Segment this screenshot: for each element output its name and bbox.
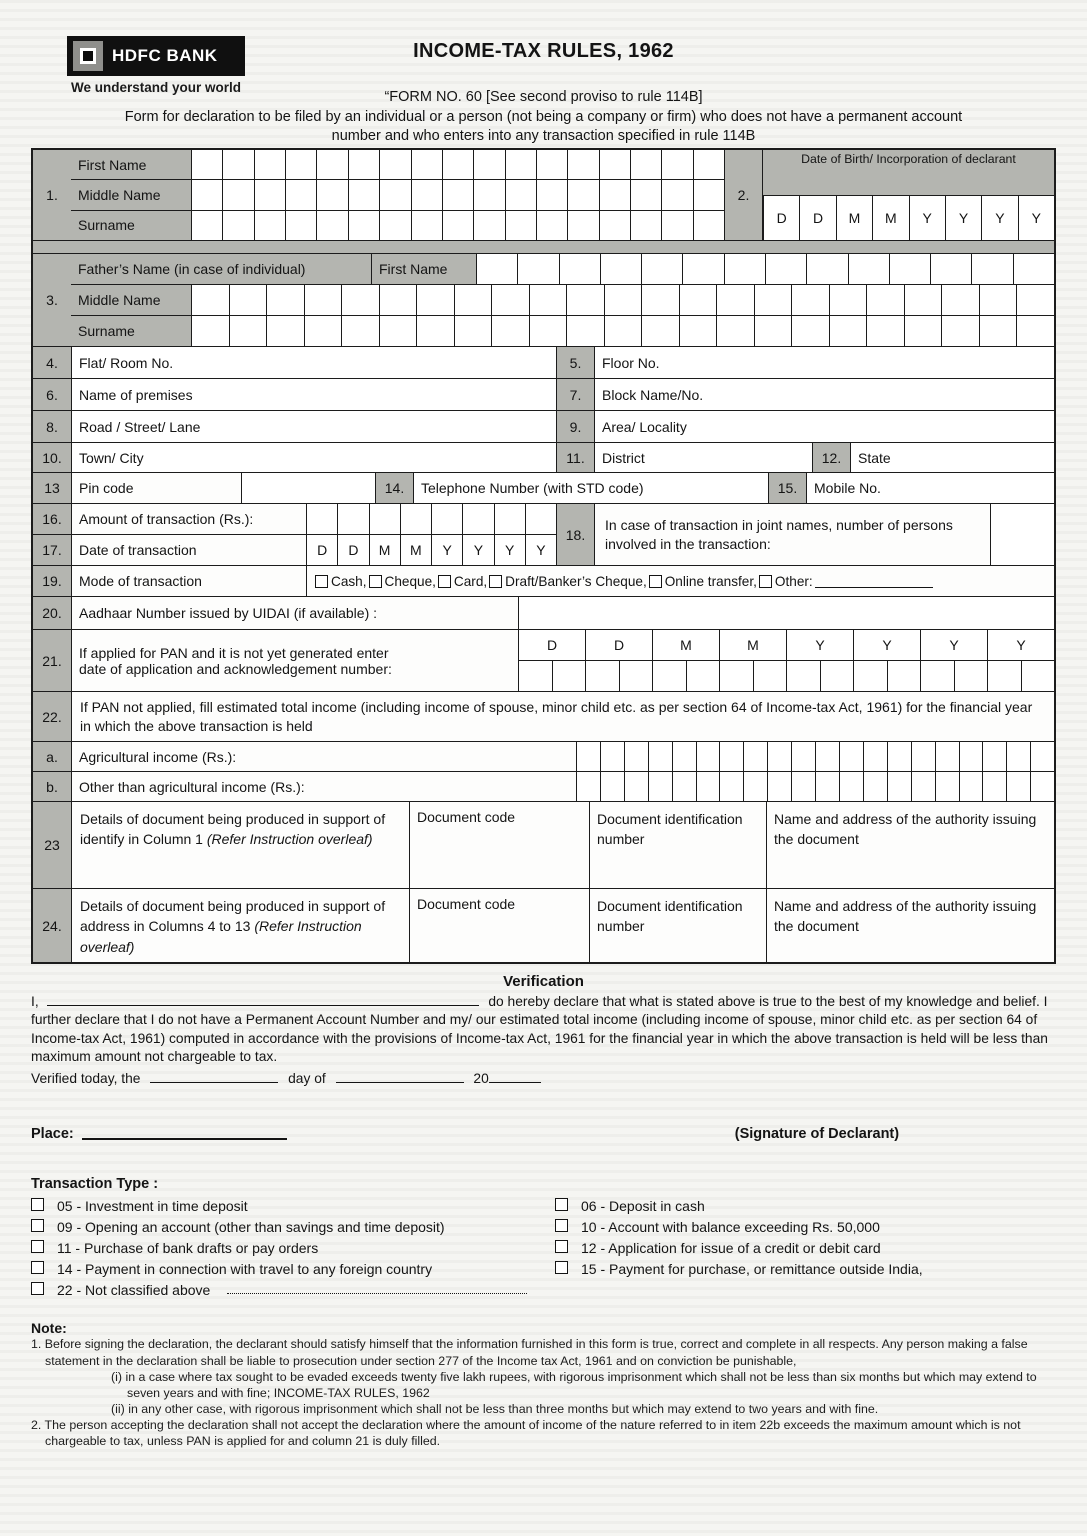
mobile-label: Mobile No. <box>814 480 881 496</box>
row-23-number: 23 <box>33 802 71 888</box>
verified-year-blank[interactable] <box>489 1069 541 1083</box>
identity-document-details-cell[interactable] <box>71 802 409 888</box>
verified-today-line <box>31 1069 1056 1086</box>
father-first-name-boxes[interactable] <box>476 254 1054 284</box>
state-input-cell[interactable] <box>850 443 1054 472</box>
other-mode-blank[interactable] <box>815 574 933 588</box>
tx-15-label: 15 - Payment for purchase, or remittance outside India, <box>581 1261 923 1278</box>
block-name-input-cell[interactable] <box>594 379 1054 410</box>
area-locality-label: Area/ Locality <box>602 418 687 435</box>
option-card-label: Card, <box>453 573 488 589</box>
checkbox-card[interactable] <box>438 575 451 588</box>
joint-names-count-box[interactable] <box>990 504 1054 565</box>
checkbox-tx-11[interactable] <box>31 1240 44 1253</box>
flat-room-input-cell[interactable] <box>71 347 556 378</box>
pin-code-label: Pin code <box>71 473 241 503</box>
date-transaction-ddmmyyyy-boxes[interactable]: D D M M Y Y Y Y <box>306 535 556 565</box>
bank-tagline: We understand your world <box>71 80 242 95</box>
option-cheque-label: Cheque, <box>384 573 436 589</box>
row-6-number: 6. <box>33 379 71 410</box>
other-income-label: Other than agricultural income (Rs.): <box>71 772 576 801</box>
checkbox-tx-22[interactable] <box>31 1282 44 1295</box>
note-item-2: 2. The person accepting the declaration shall not accept the declaration where the amount of income of the nature referred to in item 22b exceeds the maximum amount which is not chargeable to tax, unless PAN is applied for and column 21 is duly filled. <box>31 1418 1021 1449</box>
identity-refer-instruction-label: (Refer Instruction overleaf) <box>206 831 373 848</box>
row-13-number: 13 <box>33 473 71 503</box>
note-item-1: 1. Before signing the declaration, the declarant should satisfy himself that the information furnished in this form is true, correct and complete in all respects. Any person making a false statement in the declaration shall be liable to prosecution under section 277 of the Income tax Act, 1961 and on conviction be punishable, <box>31 1337 1028 1368</box>
address-document-label: Details of document being produced in support of address in Columns 4 to 13 <box>80 898 386 935</box>
row-20-number: 20. <box>33 597 71 629</box>
area-locality-input-cell[interactable] <box>594 411 1054 442</box>
row-2-number: 2. <box>724 150 762 240</box>
identity-authority-header: Name and address of the authority issuing the document <box>766 802 1054 888</box>
estimated-income-label: If PAN not applied, fill estimated total income (including income of spouse, minor child etc. as per section 64 of Income-tax Act, 1961) for the financial year in which the above transaction is held <box>71 692 1054 741</box>
agricultural-income-boxes[interactable] <box>576 742 1054 771</box>
row-22-number: 22. <box>33 692 71 741</box>
amount-transaction-boxes[interactable] <box>306 504 556 534</box>
town-city-label: Town/ City <box>79 449 144 466</box>
verification-text: do hereby declare that what is stated above is true to the best of my knowledge and belief. I further declare that I do not have a Permanent Account Number and my/ our estimated total income (including income of spouse, minor child etc. as per section 64 of Income-tax Act, 1961) computed in accordance with the provisions of Income-tax Act, 1961 for the financial year in which the above transaction is held will be less than maximum amount not chargeable to tax. <box>31 994 1048 1065</box>
row-10-number: 10. <box>33 443 71 472</box>
tx-14-label: 14 - Payment in connection with travel to any foreign country <box>57 1261 433 1278</box>
note-title: Note: <box>31 1320 67 1337</box>
row-3-number: 3. <box>33 254 71 346</box>
pan-applied-label-line1: If applied for PAN and it is not yet generated enter <box>79 644 389 661</box>
agricultural-income-label: Agricultural income (Rs.): <box>71 742 576 771</box>
tx-22-fill-line[interactable] <box>227 1282 527 1294</box>
tx-11-label: 11 - Purchase of bank drafts or pay orders <box>57 1240 319 1257</box>
checkbox-tx-09[interactable] <box>31 1219 44 1232</box>
place-label: Place: <box>31 1126 74 1143</box>
option-cash-label: Cash, <box>331 573 367 589</box>
flat-room-label: Flat/ Room No. <box>79 354 174 371</box>
row-19-number: 19. <box>33 566 71 596</box>
tx-05-label: 05 - Investment in time deposit <box>57 1198 248 1215</box>
tx-22-label: 22 - Not classified above <box>57 1282 211 1299</box>
middle-name-label: Middle Name <box>71 180 191 209</box>
pan-applied-label-line2: date of application and acknowledgement number: <box>79 660 392 677</box>
checkbox-tx-14[interactable] <box>31 1261 44 1274</box>
form-description-line1: Form for declaration to be filed by an individual or a person (not being a company or firm) who does not have a permanent account <box>124 109 963 125</box>
mode-transaction-label: Mode of transaction <box>71 566 306 596</box>
row-7-number: 7. <box>556 379 594 410</box>
block-name-label: Block Name/No. <box>602 386 704 403</box>
father-middle-name-label: Middle Name <box>71 285 191 315</box>
telephone-input-cell[interactable] <box>413 473 768 503</box>
dob-header: Date of Birth/ Incorporation of declarant <box>801 152 1016 166</box>
row-17-number: 17. <box>33 535 71 565</box>
checkbox-other[interactable] <box>759 575 772 588</box>
page-title: INCOME-TAX RULES, 1962 <box>413 40 674 62</box>
declarant-name-blank[interactable] <box>47 992 479 1006</box>
premises-label: Name of premises <box>79 386 193 403</box>
section-separator <box>33 240 1054 253</box>
checkbox-tx-05[interactable] <box>31 1198 44 1211</box>
row-11-number: 11. <box>556 443 594 472</box>
signature-declarant-label: (Signature of Declarant) <box>734 1126 900 1143</box>
address-refer-instruction-label: (Refer Instruction overleaf) <box>80 918 362 955</box>
address-document-code-header: Document code <box>409 889 589 962</box>
other-income-boxes[interactable] <box>576 772 1054 801</box>
identity-document-label: Details of document being produced in support of identify in Column 1 <box>80 811 386 848</box>
state-label: State <box>858 449 891 466</box>
date-transaction-label: Date of transaction <box>71 535 306 565</box>
verified-label-3: 20 <box>473 1071 489 1087</box>
transaction-type-list <box>31 1198 1056 1298</box>
checkbox-tx-15[interactable] <box>555 1261 568 1274</box>
option-online-label: Online transfer, <box>664 573 757 589</box>
telephone-label: Telephone Number (with STD code) <box>421 480 644 496</box>
verification-prefix: I, <box>31 994 39 1009</box>
pan-acknowledgement-boxes[interactable] <box>518 661 1054 691</box>
verification-body <box>31 992 1056 1066</box>
page-header <box>31 22 1056 148</box>
floor-no-label: Floor No. <box>602 354 660 371</box>
father-surname-label: Surname <box>71 316 191 346</box>
address-authority-header: Name and address of the authority issuing the document <box>766 889 1054 962</box>
checkbox-tx-12[interactable] <box>555 1240 568 1253</box>
bank-name: HDFC BANK <box>112 46 218 65</box>
checkbox-cash[interactable] <box>315 575 328 588</box>
address-document-details-cell[interactable] <box>71 889 409 962</box>
father-first-name-label: First Name <box>371 254 476 284</box>
row-16-number: 16. <box>33 504 71 534</box>
fathers-name-label: Father’s Name (in case of individual) <box>71 254 371 284</box>
pan-date-ddmmyyyy-boxes[interactable]: D D M M Y Y Y Y <box>518 630 1054 660</box>
tx-06-label: 06 - Deposit in cash <box>581 1198 705 1215</box>
row-24-number: 24. <box>33 889 71 962</box>
option-other-label: Other: <box>774 573 813 589</box>
mobile-input-cell[interactable] <box>806 473 1054 503</box>
checkbox-tx-06[interactable] <box>555 1198 568 1211</box>
amount-transaction-label: Amount of transaction (Rs.): <box>71 504 306 534</box>
row-12-number: 12. <box>812 443 850 472</box>
middle-name-boxes[interactable] <box>191 180 724 209</box>
row-b-number: b. <box>33 772 71 801</box>
option-draft-label: Draft/Banker’s Cheque, <box>505 573 647 589</box>
tx-09-label: 09 - Opening an account (other than savings and time deposit) <box>57 1219 445 1236</box>
note-item-1-i: (i) in a case where tax sought to be evaded exceeds twenty five lakh rupees, with rigorous imprisonment which shall not be less than six months but which may extend to seven years and with fine; INCOME-TAX RULES, 1962 <box>111 1369 1037 1400</box>
checkbox-tx-10[interactable] <box>555 1219 568 1232</box>
verified-label-1: Verified today, the <box>31 1071 141 1087</box>
road-street-label: Road / Street/ Lane <box>79 418 201 435</box>
row-15-number: 15. <box>768 473 806 503</box>
row-5-number: 5. <box>556 347 594 378</box>
first-name-label: First Name <box>71 150 191 179</box>
form-description-line2: number and who enters into any transaction specified in rule 114B <box>331 128 756 144</box>
district-input-cell[interactable] <box>594 443 812 472</box>
joint-names-label: In case of transaction in joint names, number of persons involved in the transaction: <box>594 504 990 565</box>
row-4-number: 4. <box>33 347 71 378</box>
aadhaar-label: Aadhaar Number issued by UIDAI (if available) : <box>71 597 518 629</box>
road-street-input-cell[interactable] <box>71 411 556 442</box>
surname-label: Surname <box>71 211 191 240</box>
row-8-number: 8. <box>33 411 71 442</box>
tx-10-label: 10 - Account with balance exceeding Rs. 50,000 <box>581 1219 880 1236</box>
checkbox-draft-bankers-cheque[interactable] <box>489 575 502 588</box>
form-number-line: “FORM NO. 60 [See second proviso to rule 114B] <box>384 89 703 105</box>
surname-boxes[interactable] <box>191 211 724 240</box>
floor-no-input-cell[interactable] <box>594 347 1054 378</box>
tx-12-label: 12 - Application for issue of a credit or debit card <box>581 1240 881 1257</box>
place-blank[interactable] <box>82 1126 287 1140</box>
pin-code-input-box[interactable] <box>241 473 375 503</box>
row-9-number: 9. <box>556 411 594 442</box>
row-18-number: 18. <box>556 504 594 565</box>
dob-ddmmyyyy-boxes[interactable]: D D M M Y Y Y Y <box>763 196 1054 241</box>
verified-label-2: day of <box>288 1071 326 1087</box>
father-middle-name-boxes[interactable] <box>191 285 1054 315</box>
identity-document-code-header: Document code <box>409 802 589 888</box>
form-table <box>31 148 1056 964</box>
row-1-number: 1. <box>33 150 71 240</box>
identity-document-id-header: Document identification number <box>589 802 766 888</box>
transaction-type-title: Transaction Type : <box>31 1176 159 1193</box>
row-a-number: a. <box>33 742 71 771</box>
father-surname-boxes[interactable] <box>191 316 1054 346</box>
address-document-id-header: Document identification number <box>589 889 766 962</box>
checkbox-cheque[interactable] <box>369 575 382 588</box>
note-section <box>31 1320 1056 1449</box>
checkbox-online-transfer[interactable] <box>649 575 662 588</box>
row-14-number: 14. <box>375 473 413 503</box>
verified-month-blank[interactable] <box>336 1069 464 1083</box>
note-item-1-ii: (ii) in any other case, with rigorous imprisonment which shall not be less than three months but which may extend to two years and with fine. <box>111 1401 879 1416</box>
town-city-input-cell[interactable] <box>71 443 556 472</box>
first-name-boxes[interactable] <box>191 150 724 179</box>
district-label: District <box>602 449 645 466</box>
row-21-number: 21. <box>33 630 71 691</box>
aadhaar-input-area[interactable] <box>518 597 1054 629</box>
verification-title: Verification <box>503 973 584 990</box>
premises-input-cell[interactable] <box>71 379 556 410</box>
verified-day-blank[interactable] <box>150 1069 278 1083</box>
